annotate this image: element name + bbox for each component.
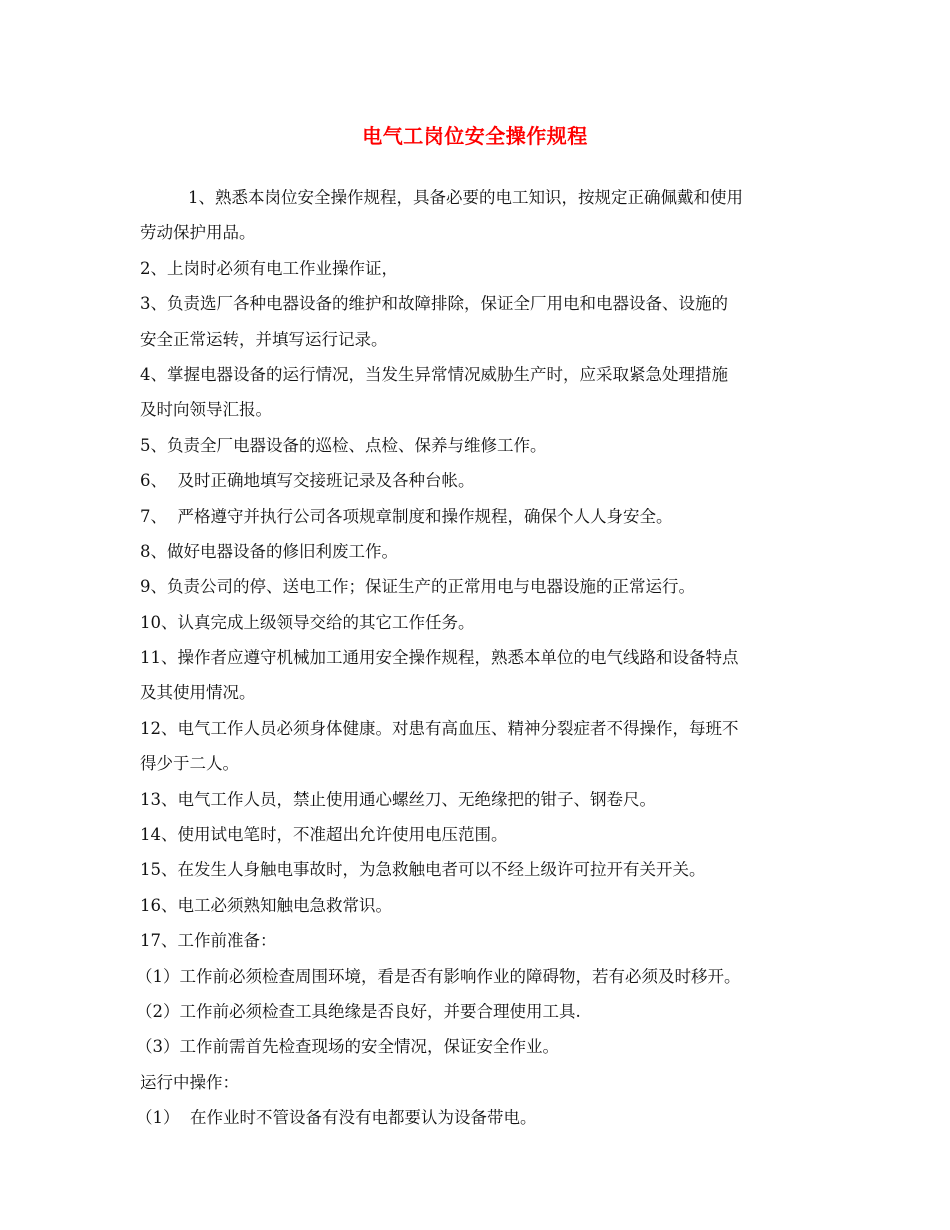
paragraph-line: 12、电气工作人员必须身体健康。对患有高血压、精神分裂症者不得操作，每班不 bbox=[140, 718, 739, 738]
paragraph-line: 1、熟悉本岗位安全操作规程，具备必要的电工知识，按规定正确佩戴和使用 bbox=[188, 188, 743, 207]
paragraph-line: （1）工作前必须检查周围环境，看是否有影响作业的障碍物，若有必须及时移开。 bbox=[136, 966, 741, 986]
paragraph-line: 14、使用试电笔时，不准超出允许使用电压范围。 bbox=[140, 825, 508, 845]
paragraph-line: （2）工作前必须检查工具绝缘是否良好，并要合理使用工具. bbox=[136, 1001, 581, 1021]
paragraph-line: 4、掌握电器设备的运行情况，当发生异常情况威胁生产时，应采取紧急处理措施 bbox=[140, 364, 728, 384]
paragraph-line: 16、电工必须熟知触电急救常识。 bbox=[140, 895, 392, 915]
paragraph-line: 17、工作前准备： bbox=[140, 931, 277, 951]
paragraph-line: 及其使用情况。 bbox=[140, 683, 256, 703]
paragraph-line: 2、上岗时必须有电工作业操作证， bbox=[140, 258, 398, 278]
paragraph-line: 5、负责全厂电器设备的巡检、点检、保养与维修工作。 bbox=[140, 435, 547, 455]
paragraph-line: 9、负责公司的停、送电工作；保证生产的正常用电与电器设施的正常运行。 bbox=[140, 577, 695, 597]
paragraph-line: 7、 严格遵守并执行公司各项规章制度和操作规程，确保个人人身安全。 bbox=[140, 506, 673, 526]
paragraph-line: 15、在发生人身触电事故时，为急救触电者可以不经上级许可拉开有关开关。 bbox=[140, 860, 706, 880]
paragraph-line: 11、操作者应遵守机械加工通用安全操作规程，熟悉本单位的电气线路和设备特点 bbox=[140, 648, 739, 668]
paragraph-line: （1） 在作业时不管设备有没有电都要认为设备带电。 bbox=[136, 1108, 537, 1128]
paragraph-line: 运行中操作： bbox=[140, 1072, 239, 1092]
paragraph-line: 得少于二人。 bbox=[140, 754, 239, 774]
paragraph-line: 及时向领导汇报。 bbox=[140, 400, 272, 420]
paragraph-line: 安全正常运转，并填写运行记录。 bbox=[140, 329, 388, 349]
paragraph-line: 8、做好电器设备的修旧利废工作。 bbox=[140, 541, 398, 561]
document-title: 电气工岗位安全操作规程 bbox=[362, 124, 588, 148]
paragraph-line: 10、认真完成上级领导交给的其它工作任务。 bbox=[140, 612, 475, 632]
paragraph-line: 6、 及时正确地填写交接班记录及各种台帐。 bbox=[140, 471, 475, 491]
document-body bbox=[136, 180, 812, 1136]
paragraph-line: 劳动保护用品。 bbox=[140, 223, 256, 243]
paragraph-line: 3、负责选厂各种电器设备的维护和故障排除，保证全厂用电和电器设备、设施的 bbox=[140, 294, 728, 314]
paragraph-line: 13、电气工作人员，禁止使用通心螺丝刀、无绝缘把的钳子、钢卷尺。 bbox=[140, 789, 656, 809]
paragraph-line: （3）工作前需首先检查现场的安全情况，保证安全作业。 bbox=[136, 1037, 559, 1057]
